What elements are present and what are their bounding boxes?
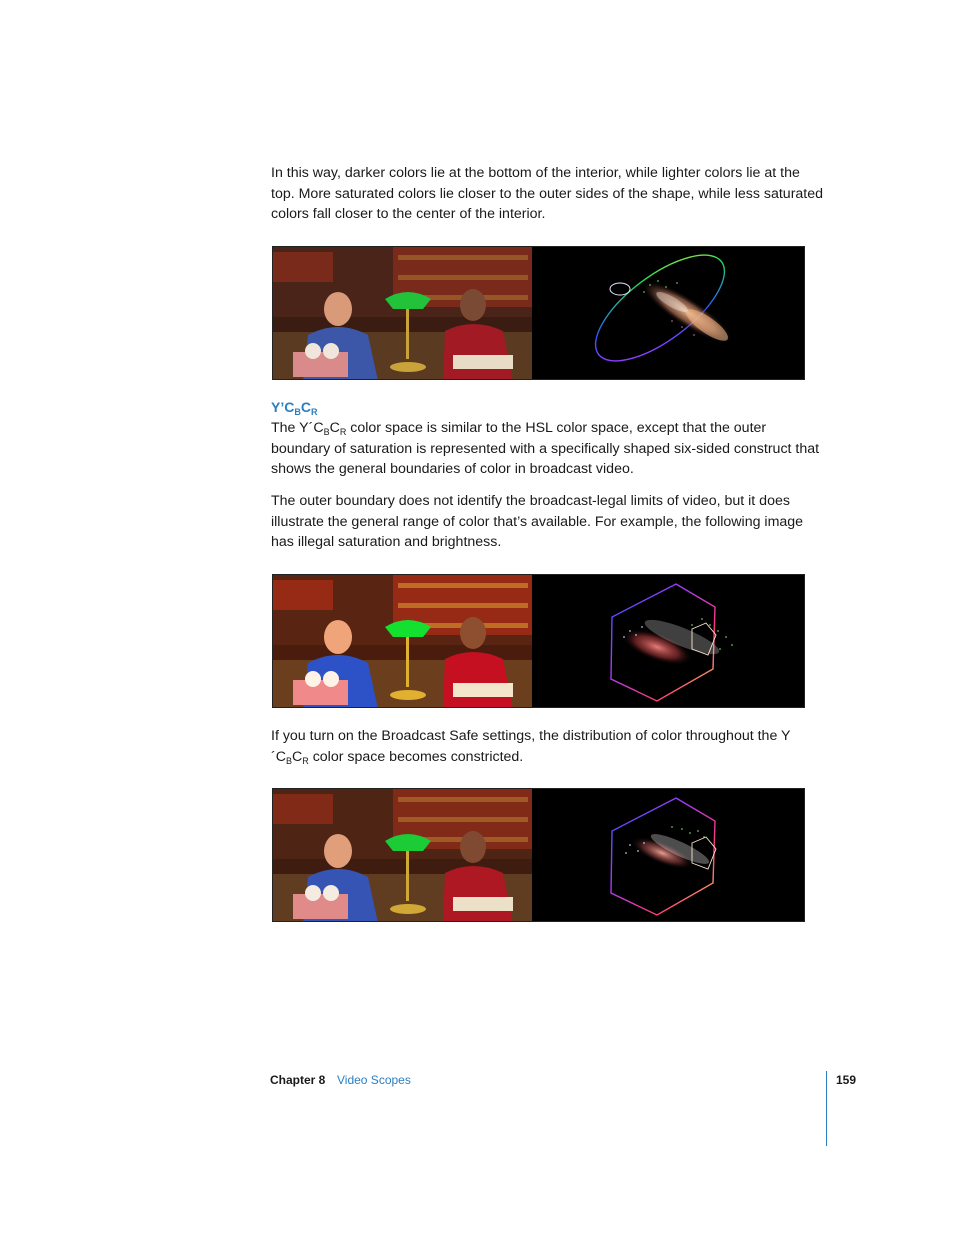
video-frame-image-safe xyxy=(273,789,532,921)
outer-boundary-paragraph: The outer boundary does not identify the broadcast-legal limits of video, but it does illustrate the general range of color that’s available. For example, the following image has illegal saturation and brightness. xyxy=(271,493,804,550)
broadcast-safe-paragraph xyxy=(271,726,827,767)
footer-divider xyxy=(826,1071,827,1146)
heading-subscript-b: B xyxy=(294,407,301,417)
figure-ycbcr-illegal xyxy=(272,574,805,708)
ycbcr-desc-pre: The Y´C xyxy=(271,420,324,436)
footer-section-link[interactable]: Video Scopes xyxy=(337,1073,411,1087)
ycbcr-desc-mid: C xyxy=(329,420,340,436)
intro-paragraph: In this way, darker colors lie at the bottom of the interior, while lighter colors lie at the top. More saturated colors lie closer to the outer sides of the shape, while less saturated colors fall closer to the center of the interior. xyxy=(271,165,824,222)
broadcast-safe-mid: C xyxy=(292,748,303,765)
ycbcr-desc-sub-b: B xyxy=(323,427,330,437)
figure-hsl-scope xyxy=(272,246,805,380)
broadcast-safe-post: color space becomes constricted. xyxy=(308,748,524,765)
ycbcr-description-paragraph xyxy=(271,418,827,480)
broadcast-safe-sub-r: R xyxy=(302,755,309,766)
figure-ycbcr-broadcast-safe xyxy=(272,788,805,922)
broadcast-safe-sub-b: B xyxy=(285,755,292,766)
page-number: 159 xyxy=(836,1073,857,1087)
hsl-scope-display xyxy=(532,247,804,379)
ycbcr-desc-sub-r: R xyxy=(339,427,347,437)
ycbcr-desc-post: color space is similar to the HSL color space, except that the outer boundary of saturation is represented with a specifically shaped six-sided construct that shows the general boundaries of color in broadcast video. xyxy=(271,420,820,477)
ycbcr-scope-display-safe xyxy=(532,789,804,921)
video-frame-image xyxy=(273,247,532,379)
footer-chapter-label: Chapter 8 xyxy=(270,1073,326,1087)
heading-subscript-r: R xyxy=(310,407,318,417)
ycbcr-scope-display-illegal xyxy=(532,575,804,707)
heading-part-c: C xyxy=(300,399,311,415)
video-frame-image-saturated xyxy=(273,575,532,707)
heading-part-y: Y’C xyxy=(271,399,295,415)
broadcast-safe-pre: If you turn on the Broadcast Safe settings, the distribution of color throughout the Y´C xyxy=(271,728,791,765)
section-heading-ycbcr xyxy=(271,399,317,415)
